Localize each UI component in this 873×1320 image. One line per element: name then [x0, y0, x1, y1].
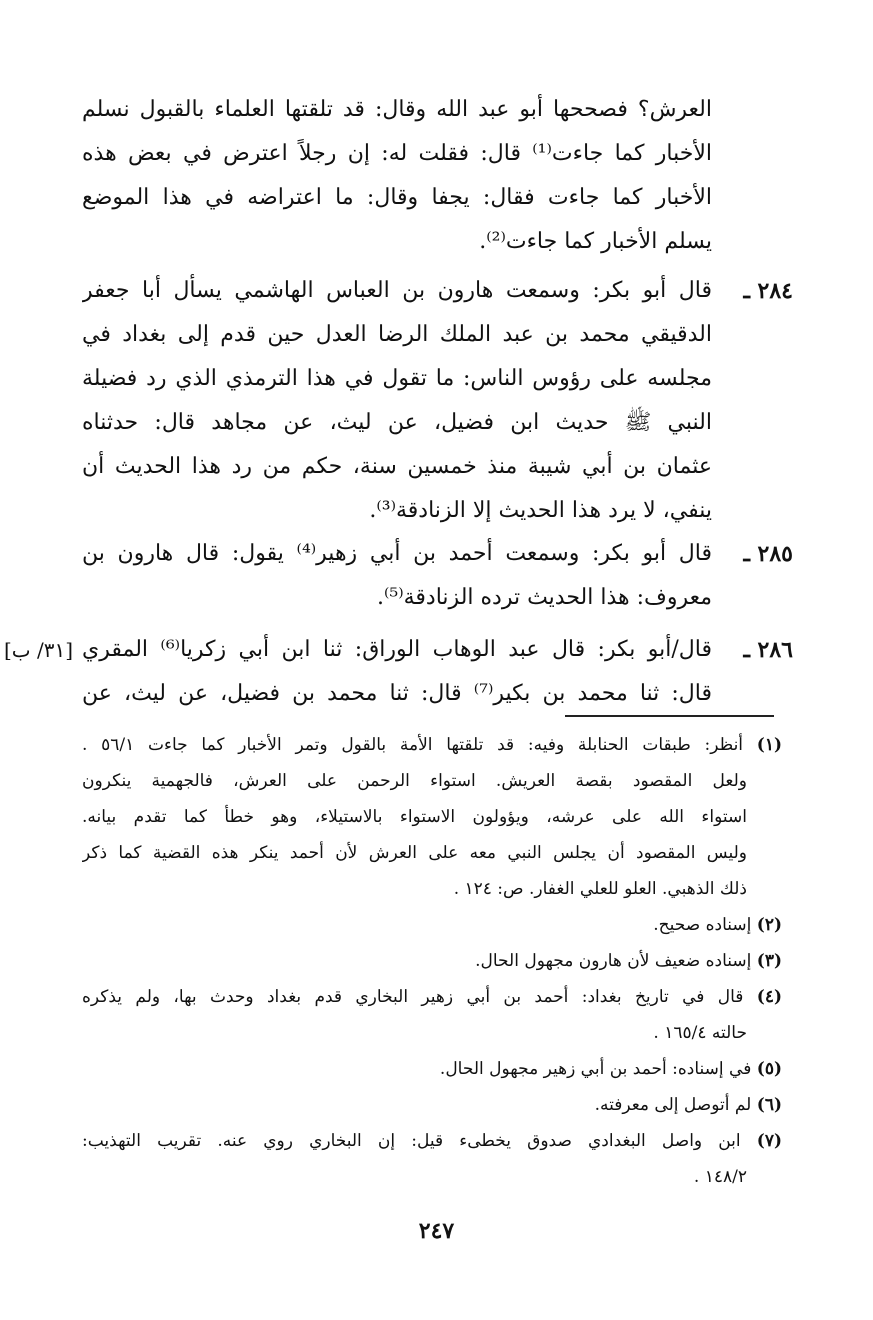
text-line: العرش؟ فصححها أبو عبد الله وقال: قد تلقتها العلماء بالقبول نسلم — [82, 97, 712, 122]
text-line: يسلم الأخبار كما جاءت⁽²⁾. — [479, 229, 712, 254]
text-line: قال/أبو بكر: قال عبد الوهاب الوراق: ثنا ابن أبي زكريا⁽⁶⁾ المقري — [82, 637, 712, 662]
footnote-text: إسناده ضعيف لأن هارون مجهول الحال. — [475, 951, 752, 971]
footnote-number: (٤) — [756, 987, 782, 1007]
footnote — [82, 1051, 782, 1087]
text-line: النبي ﷺ حديث ابن فضيل، عن ليث، عن مجاهد قال: حدثناه — [82, 410, 712, 435]
text-line: ينفي، لا يرد هذا الحديث إلا الزنادقة⁽³⁾. — [369, 498, 712, 523]
text-line: مجلسه على رؤوس الناس: ما تقول في هذا الترمذي الذي رد فضيلة — [82, 366, 712, 391]
text-line: الأخبار كما جاءت⁽¹⁾ قال: فقلت له: إن رجلاً اعترض في بعض هذه — [82, 141, 712, 166]
footnote-number: (٦) — [756, 1095, 782, 1115]
footnote-number: (٥) — [756, 1059, 782, 1079]
footnote-text: قال في تاريخ بغداد: أحمد بن أبي زهير البخاري قدم بغداد وحدث بها، ولم يذكره — [82, 987, 744, 1007]
footnote-number: (٢) — [756, 915, 782, 935]
entry-number: ٢٨٥ ـ — [743, 541, 793, 567]
intro-paragraph — [82, 88, 712, 264]
footnote-text: ١٤٨/٢ . — [693, 1167, 747, 1187]
footnote-text: ابن واصل البغدادي صدوق يخطىء قيل: إن البخاري روي عنه. تقريب التهذيب: — [82, 1131, 741, 1151]
entry-286 — [82, 628, 712, 716]
footnote-number: (١) — [756, 735, 782, 755]
footnote-text: أنظر: طبقات الحنابلة وفيه: قد تلقتها الأمة بالقول وتمر الأخبار كما جاءت ٥٦/١ . — [82, 735, 744, 755]
footnotes — [82, 727, 782, 1195]
entry-number: ٢٨٦ ـ — [743, 637, 793, 663]
text-line: قال أبو بكر: وسمعت أحمد بن أبي زهير⁽⁴⁾ يقول: قال هارون بن — [82, 541, 712, 566]
page-number: ٢٤٧ — [418, 1218, 455, 1244]
text-line: قال أبو بكر: وسمعت هارون بن العباس الهاشمي يسأل أبا جعفر — [82, 278, 712, 303]
footnote — [82, 1087, 782, 1123]
footnote — [82, 907, 782, 943]
text-line: قال: ثنا محمد بن بكير⁽⁷⁾ قال: ثنا محمد بن فضيل، عن ليث، عن — [82, 681, 712, 706]
text-line: عثمان بن أبي شيبة منذ خمسين سنة، حكم من رد هذا الحديث أن — [82, 454, 712, 479]
footnote — [82, 943, 782, 979]
text-line: الدقيقي محمد بن عبد الملك الرضا العدل حين قدم إلى بغداد في — [82, 322, 712, 347]
footnote-number: (٧) — [756, 1131, 782, 1151]
footnote — [82, 1123, 782, 1195]
footnote-text: حالته ١٦٥/٤ . — [653, 1023, 747, 1043]
footnote-text: إسناده صحيح. — [653, 915, 752, 935]
footnote-text: استواء الله على عرشه، ويؤولون الاستواء بالاستيلاء، وهو خطأ كما تقدم بيانه. — [82, 807, 747, 827]
footnote — [82, 727, 782, 907]
footnote-text: ذلك الذهبي. العلو للعلي الغفار. ص: ١٢٤ . — [453, 879, 747, 899]
footnote-text: وليس المقصود أن يجلس النبي معه على العرش لأن أحمد ينكر هذه القضية كما ذكر — [82, 843, 747, 863]
text-line: معروف: هذا الحديث ترده الزنادقة⁽⁵⁾. — [376, 585, 712, 610]
footnote-number: (٣) — [756, 951, 782, 971]
footnote-divider — [565, 715, 774, 717]
entry-number: ٢٨٤ ـ — [743, 278, 793, 304]
margin-folio-note: [٣١/ ب] — [4, 638, 74, 662]
entry-285 — [82, 532, 712, 620]
footnote-text: في إسناده: أحمد بن أبي زهير مجهول الحال. — [439, 1059, 752, 1079]
text-line: الأخبار كما جاءت فقال: يجفا وقال: ما اعتراضه في هذا الموضع — [82, 185, 712, 210]
entry-284 — [82, 269, 712, 533]
footnote-text: ولعل المقصود بقصة العريش. استواء الرحمن على العرش، فالجهمية ينكرون — [82, 771, 748, 791]
footnote — [82, 979, 782, 1051]
footnote-text: لم أتوصل إلى معرفته. — [594, 1095, 752, 1115]
